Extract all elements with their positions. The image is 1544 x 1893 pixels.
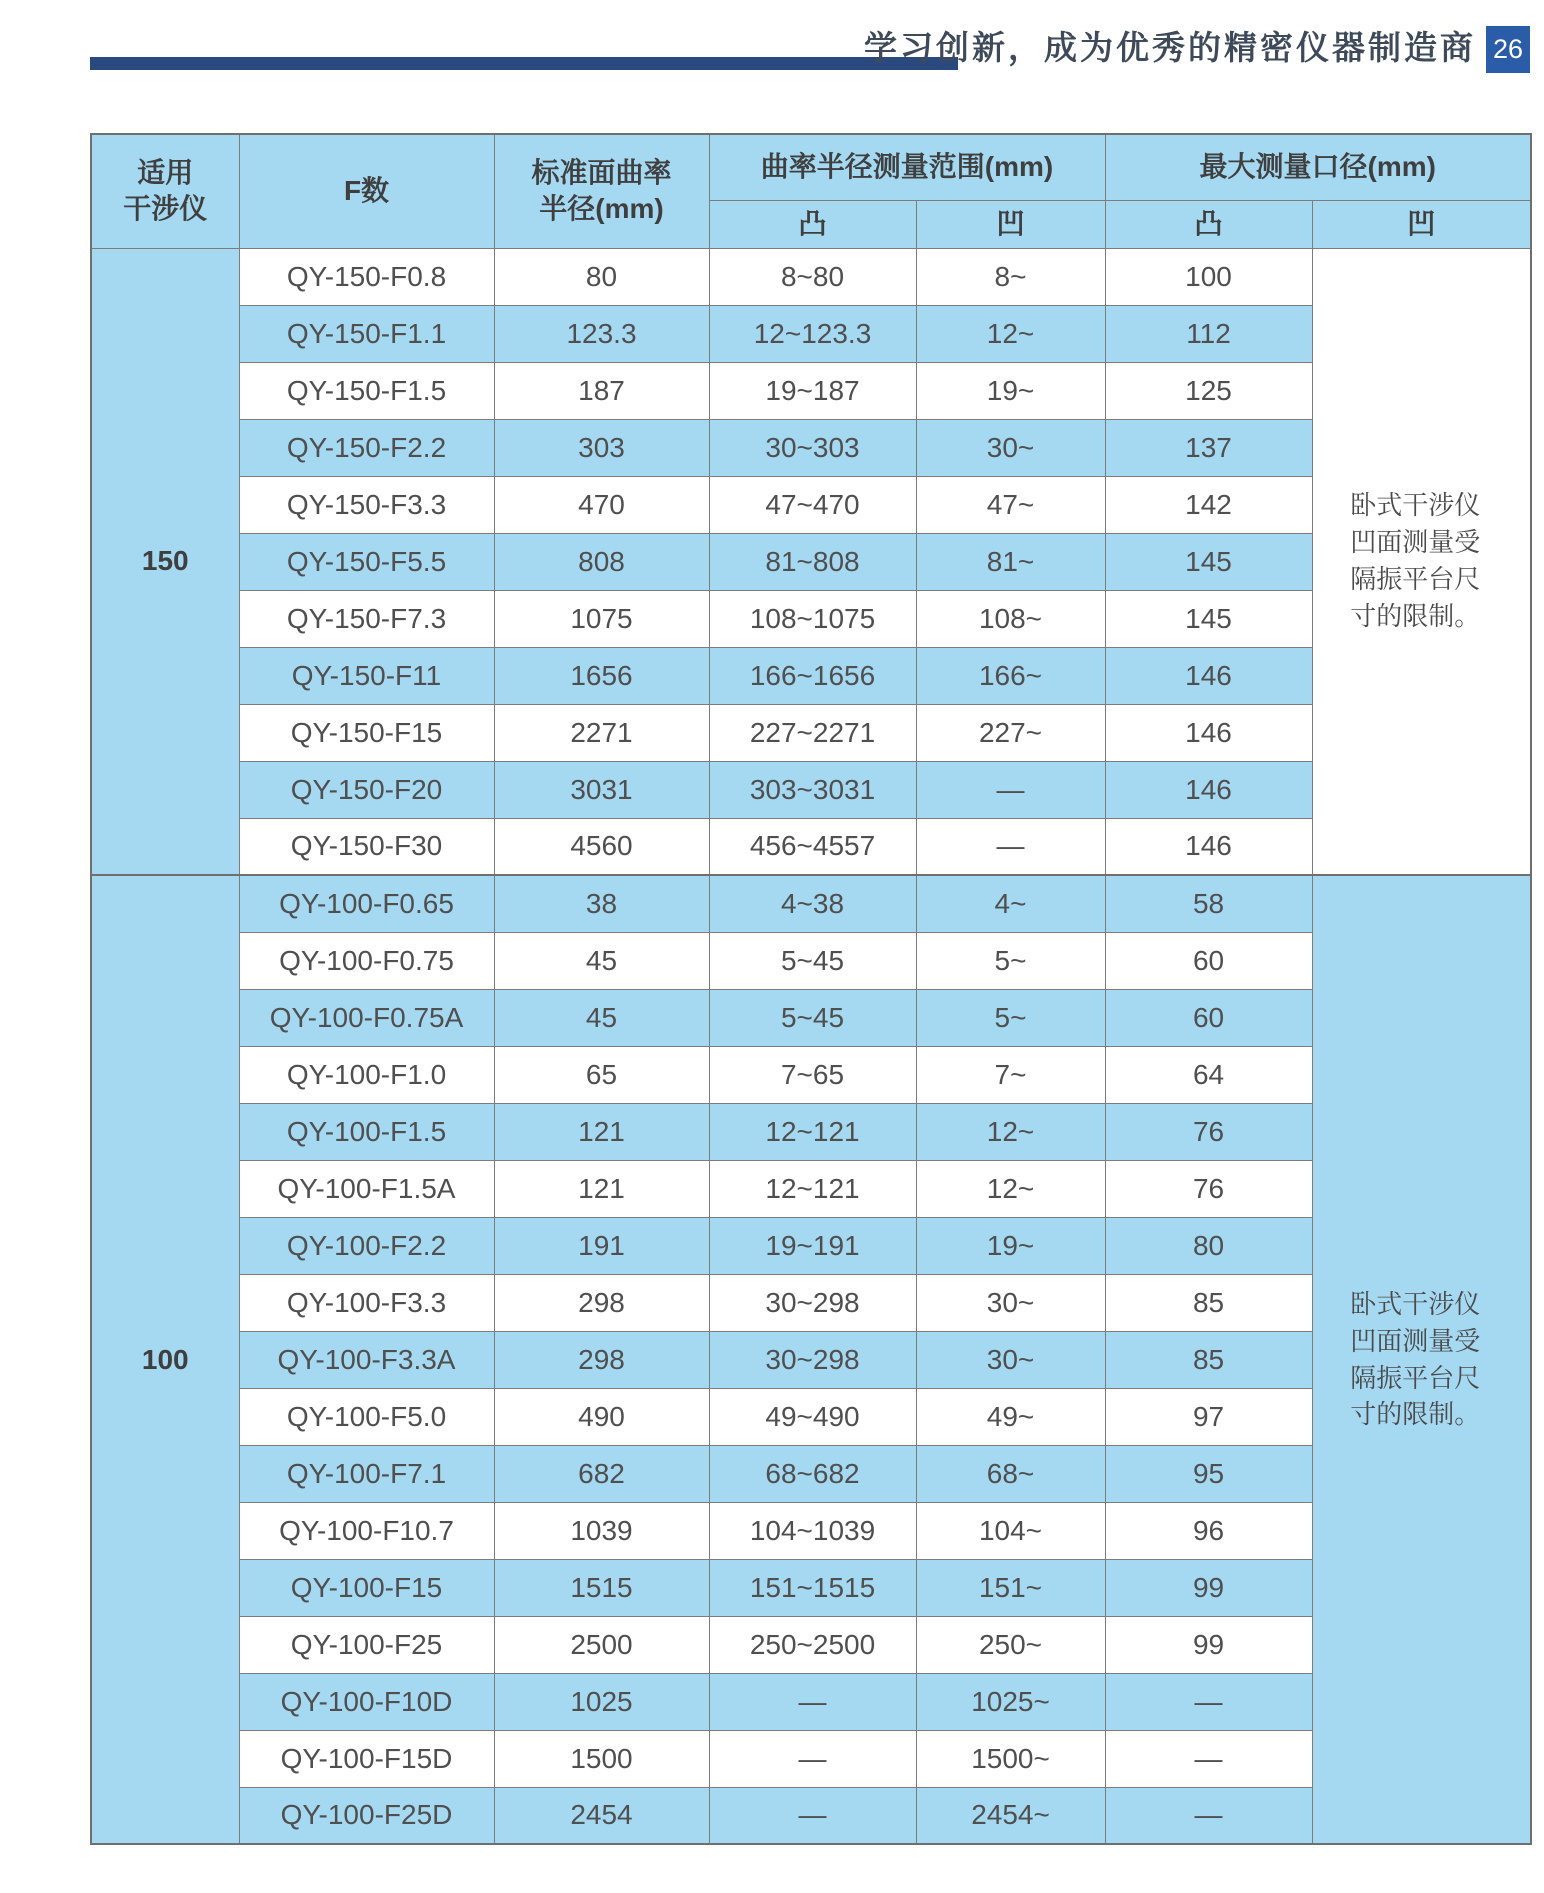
convex-range-cell: 227~2271 [709,704,916,761]
f-number-cell: QY-100-F1.5A [239,1160,494,1217]
concave-range-cell: 166~ [916,647,1105,704]
convex-aperture-cell: 99 [1105,1616,1312,1673]
radius-cell: 45 [494,989,709,1046]
convex-range-cell: 151~1515 [709,1559,916,1616]
f-number-cell: QY-150-F0.8 [239,248,494,305]
f-number-cell: QY-100-F15 [239,1559,494,1616]
radius-cell: 298 [494,1331,709,1388]
concave-range-cell: 12~ [916,1103,1105,1160]
convex-range-cell: 8~80 [709,248,916,305]
f-number-cell: QY-100-F1.0 [239,1046,494,1103]
f-number-cell: QY-100-F10D [239,1673,494,1730]
f-number-cell: QY-100-F10.7 [239,1502,494,1559]
section-label: 100 [91,875,239,1844]
convex-range-cell: 456~4557 [709,818,916,875]
convex-aperture-cell: 137 [1105,419,1312,476]
convex-range-cell: 108~1075 [709,590,916,647]
concave-aperture-note-cell [1312,875,1531,1844]
concave-range-cell: — [916,761,1105,818]
f-number-cell: QY-150-F5.5 [239,533,494,590]
concave-range-cell: 12~ [916,1160,1105,1217]
f-number-cell: QY-100-F1.5 [239,1103,494,1160]
convex-aperture-cell: 99 [1105,1559,1312,1616]
table-header [91,134,1531,248]
radius-cell: 808 [494,533,709,590]
convex-range-cell: 104~1039 [709,1502,916,1559]
radius-cell: 1656 [494,647,709,704]
convex-aperture-cell: 146 [1105,818,1312,875]
radius-cell: 2271 [494,704,709,761]
convex-aperture-cell: — [1105,1730,1312,1787]
f-number-cell: QY-100-F0.65 [239,875,494,932]
col-header-radius: 标准面曲率 半径(mm) [494,134,709,248]
convex-range-cell: 12~123.3 [709,305,916,362]
concave-range-cell: 1500~ [916,1730,1105,1787]
convex-aperture-cell: 85 [1105,1331,1312,1388]
convex-aperture-cell: 125 [1105,362,1312,419]
convex-range-cell: 30~303 [709,419,916,476]
col-header-f-number: F数 [239,134,494,248]
radius-cell: 121 [494,1160,709,1217]
concave-range-cell: 227~ [916,704,1105,761]
concave-range-cell: 30~ [916,1331,1105,1388]
radius-cell: 303 [494,419,709,476]
convex-aperture-cell: 60 [1105,989,1312,1046]
concave-range-cell: 30~ [916,1274,1105,1331]
table-row [91,248,1531,305]
convex-aperture-cell: 76 [1105,1103,1312,1160]
f-number-cell: QY-150-F20 [239,761,494,818]
concave-range-cell: 30~ [916,419,1105,476]
concave-range-cell: 8~ [916,248,1105,305]
convex-range-cell: 4~38 [709,875,916,932]
subheader-aperture-concave: 凹 [1312,200,1531,248]
radius-cell: 65 [494,1046,709,1103]
radius-cell: 38 [494,875,709,932]
convex-aperture-cell: 64 [1105,1046,1312,1103]
convex-aperture-cell: 145 [1105,533,1312,590]
convex-range-cell: 7~65 [709,1046,916,1103]
f-number-cell: QY-150-F1.5 [239,362,494,419]
header-accent-bar [90,57,958,70]
convex-range-cell: 19~191 [709,1217,916,1274]
concave-range-cell: 12~ [916,305,1105,362]
convex-aperture-cell: 80 [1105,1217,1312,1274]
page-number: 26 [1492,34,1524,64]
convex-range-cell: 19~187 [709,362,916,419]
convex-aperture-cell: 146 [1105,647,1312,704]
convex-range-cell: 68~682 [709,1445,916,1502]
convex-aperture-cell: 146 [1105,704,1312,761]
convex-range-cell: 30~298 [709,1331,916,1388]
f-number-cell: QY-100-F7.1 [239,1445,494,1502]
radius-cell: 1039 [494,1502,709,1559]
concave-range-cell: 19~ [916,1217,1105,1274]
radius-cell: 121 [494,1103,709,1160]
f-number-cell: QY-150-F7.3 [239,590,494,647]
f-number-cell: QY-150-F30 [239,818,494,875]
col-header-range: 曲率半径测量范围(mm) [709,134,1105,200]
concave-range-cell: 47~ [916,476,1105,533]
f-number-cell: QY-100-F2.2 [239,1217,494,1274]
table-body [91,248,1531,1844]
f-number-cell: QY-100-F3.3A [239,1331,494,1388]
note-text: 卧式干涉仪凹面测量受隔振平台尺寸的限制。 [1350,490,1481,632]
convex-range-cell: 5~45 [709,989,916,1046]
convex-aperture-cell: 96 [1105,1502,1312,1559]
f-number-cell: QY-150-F15 [239,704,494,761]
convex-range-cell: 303~3031 [709,761,916,818]
concave-range-cell: 2454~ [916,1787,1105,1844]
convex-range-cell: 47~470 [709,476,916,533]
radius-cell: 682 [494,1445,709,1502]
radius-cell: 490 [494,1388,709,1445]
f-number-cell: QY-100-F25 [239,1616,494,1673]
radius-cell: 45 [494,932,709,989]
radius-cell: 1500 [494,1730,709,1787]
convex-aperture-cell: 76 [1105,1160,1312,1217]
section-label: 150 [91,248,239,875]
convex-range-cell: — [709,1730,916,1787]
radius-cell: 1515 [494,1559,709,1616]
convex-range-cell: 12~121 [709,1160,916,1217]
concave-aperture-note-cell [1312,248,1531,875]
spec-table [90,133,1532,1845]
convex-range-cell: — [709,1673,916,1730]
radius-cell: 4560 [494,818,709,875]
radius-cell: 80 [494,248,709,305]
radius-cell: 3031 [494,761,709,818]
radius-cell: 123.3 [494,305,709,362]
radius-cell: 470 [494,476,709,533]
f-number-cell: QY-100-F25D [239,1787,494,1844]
convex-aperture-cell: 146 [1105,761,1312,818]
concave-range-cell: 7~ [916,1046,1105,1103]
convex-range-cell: 12~121 [709,1103,916,1160]
radius-cell: 187 [494,362,709,419]
convex-range-cell: 166~1656 [709,647,916,704]
page-number-badge [1486,26,1530,73]
f-number-cell: QY-100-F15D [239,1730,494,1787]
convex-aperture-cell: — [1105,1787,1312,1844]
concave-range-cell: 68~ [916,1445,1105,1502]
f-number-cell: QY-100-F0.75A [239,989,494,1046]
concave-range-cell: 81~ [916,533,1105,590]
f-number-cell: QY-150-F3.3 [239,476,494,533]
convex-aperture-cell: 112 [1105,305,1312,362]
concave-range-cell: 5~ [916,932,1105,989]
convex-range-cell: 250~2500 [709,1616,916,1673]
f-number-cell: QY-150-F11 [239,647,494,704]
concave-range-cell: 1025~ [916,1673,1105,1730]
f-number-cell: QY-150-F1.1 [239,305,494,362]
note-text: 卧式干涉仪凹面测量受隔振平台尺寸的限制。 [1350,1288,1481,1430]
concave-range-cell: 4~ [916,875,1105,932]
radius-cell: 1025 [494,1673,709,1730]
radius-cell: 1075 [494,590,709,647]
f-number-cell: QY-100-F3.3 [239,1274,494,1331]
convex-range-cell: 81~808 [709,533,916,590]
convex-aperture-cell: 60 [1105,932,1312,989]
f-number-cell: QY-100-F5.0 [239,1388,494,1445]
subheader-range-concave: 凹 [916,200,1105,248]
convex-range-cell: 5~45 [709,932,916,989]
page-title: 学习创新，成为优秀的精密仪器制造商 [864,31,1476,67]
concave-range-cell: 5~ [916,989,1105,1046]
convex-aperture-cell: 58 [1105,875,1312,932]
subheader-range-convex: 凸 [709,200,916,248]
convex-aperture-cell: 100 [1105,248,1312,305]
convex-range-cell: — [709,1787,916,1844]
radius-cell: 2454 [494,1787,709,1844]
concave-range-cell: — [916,818,1105,875]
table-row [91,875,1531,932]
subheader-aperture-convex: 凸 [1105,200,1312,248]
radius-cell: 298 [494,1274,709,1331]
convex-aperture-cell: 85 [1105,1274,1312,1331]
col-header-aperture: 最大测量口径(mm) [1105,134,1531,200]
f-number-cell: QY-150-F2.2 [239,419,494,476]
concave-range-cell: 49~ [916,1388,1105,1445]
radius-cell: 2500 [494,1616,709,1673]
col-header-interferometer: 适用 干涉仪 [91,134,239,248]
radius-cell: 191 [494,1217,709,1274]
convex-aperture-cell: 95 [1105,1445,1312,1502]
header-row-1 [91,134,1531,200]
convex-range-cell: 49~490 [709,1388,916,1445]
f-number-cell: QY-100-F0.75 [239,932,494,989]
convex-aperture-cell: 97 [1105,1388,1312,1445]
convex-aperture-cell: 145 [1105,590,1312,647]
concave-range-cell: 19~ [916,362,1105,419]
concave-range-cell: 104~ [916,1502,1105,1559]
convex-aperture-cell: — [1105,1673,1312,1730]
concave-range-cell: 151~ [916,1559,1105,1616]
convex-aperture-cell: 142 [1105,476,1312,533]
concave-range-cell: 108~ [916,590,1105,647]
convex-range-cell: 30~298 [709,1274,916,1331]
concave-range-cell: 250~ [916,1616,1105,1673]
